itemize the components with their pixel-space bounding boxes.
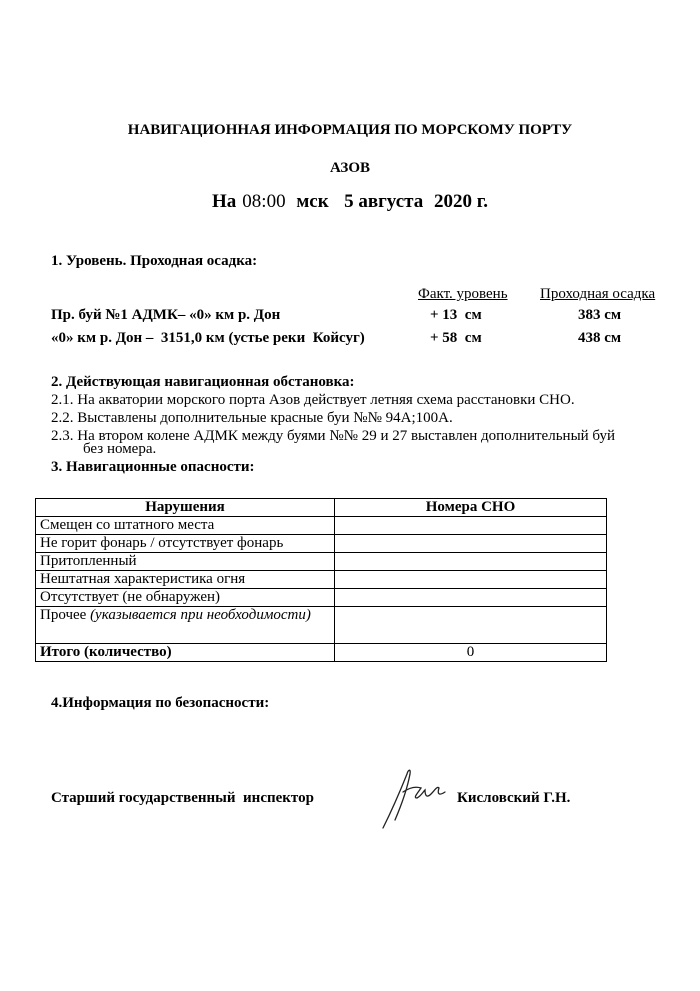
section3-title: 3. Навигационные опасности: [51,459,255,475]
row-label: Не горит фонарь / отсутствует фонарь [36,535,335,553]
row-value [335,553,607,571]
table-row [36,571,607,589]
total-value: 0 [335,644,607,662]
row-value [335,517,607,535]
header-sno-numbers: Номера СНО [335,499,607,517]
level-row-1-place: Пр. буй №1 АДМК– «0» км р. Дон [51,307,281,323]
level-row-2-level: + 58 см [430,330,482,346]
document-title: НАВИГАЦИОННАЯ ИНФОРМАЦИЯ ПО МОРСКОМУ ПОРТУ [127,122,573,138]
total-label: Итого (количество) [36,644,335,662]
header-violations: Нарушения [36,499,335,517]
report-date: 5 августа [344,191,424,212]
table-row [36,517,607,535]
table-row [36,535,607,553]
date-prefix: На [212,191,237,212]
nav-item-2-3-continued: без номера. [83,441,157,457]
row-value [335,535,607,553]
table-row [36,589,607,607]
column-fact-level: Факт. уровень [418,286,508,302]
report-year: 2020 г. [433,191,488,212]
row-label: Нештатная характеристика огня [36,571,335,589]
signatory-name: Кисловский Г.Н. [457,790,571,806]
section4-title: 4.Информация по безопасности: [51,695,270,711]
row-label: Смещен со штатного места [36,517,335,535]
row-value [335,571,607,589]
section1-title: 1. Уровень. Проходная осадка: [51,253,258,269]
level-row-1-draft: 383 см [578,307,622,323]
time-zone: мск [296,191,329,212]
level-row-2-place: «0» км р. Дон – 3151,0 км (устье реки Койсуг) [51,330,365,346]
date-line [0,191,700,213]
other-label: Прочее [40,607,87,623]
table-row-other [36,607,607,644]
row-value-other [335,607,607,644]
nav-item-2-1: 2.1. На акватории морского порта Азов действует летняя схема расстановки СНО. [51,392,575,408]
table-row [36,553,607,571]
other-note: (указывается при необходимости) [90,607,311,623]
port-name: АЗОВ [329,160,371,176]
row-value [335,589,607,607]
row-label: Притопленный [36,553,335,571]
hazards-table [35,498,607,662]
row-label: Отсутствует (не обнаружен) [36,589,335,607]
table-header-row [36,499,607,517]
nav-item-2-3: 2.3. На втором колене АДМК между буями №№ 29 и 27 выставлен дополнительный буй [51,428,616,444]
level-row-2-draft: 438 см [578,330,622,346]
nav-item-2-2: 2.2. Выставлены дополнительные красные буи №№ 94А;100А. [51,410,453,426]
column-draft: Проходная осадка [540,286,656,302]
level-row-1-level: + 13 см [430,307,482,323]
table-row-total [36,644,607,662]
signatory-position: Старший государственный инспектор [51,790,314,806]
report-time: 08:00 [242,191,286,212]
row-label-other [36,607,335,644]
section2-title: 2. Действующая навигационная обстановка: [51,374,355,390]
signature-image [373,762,453,832]
